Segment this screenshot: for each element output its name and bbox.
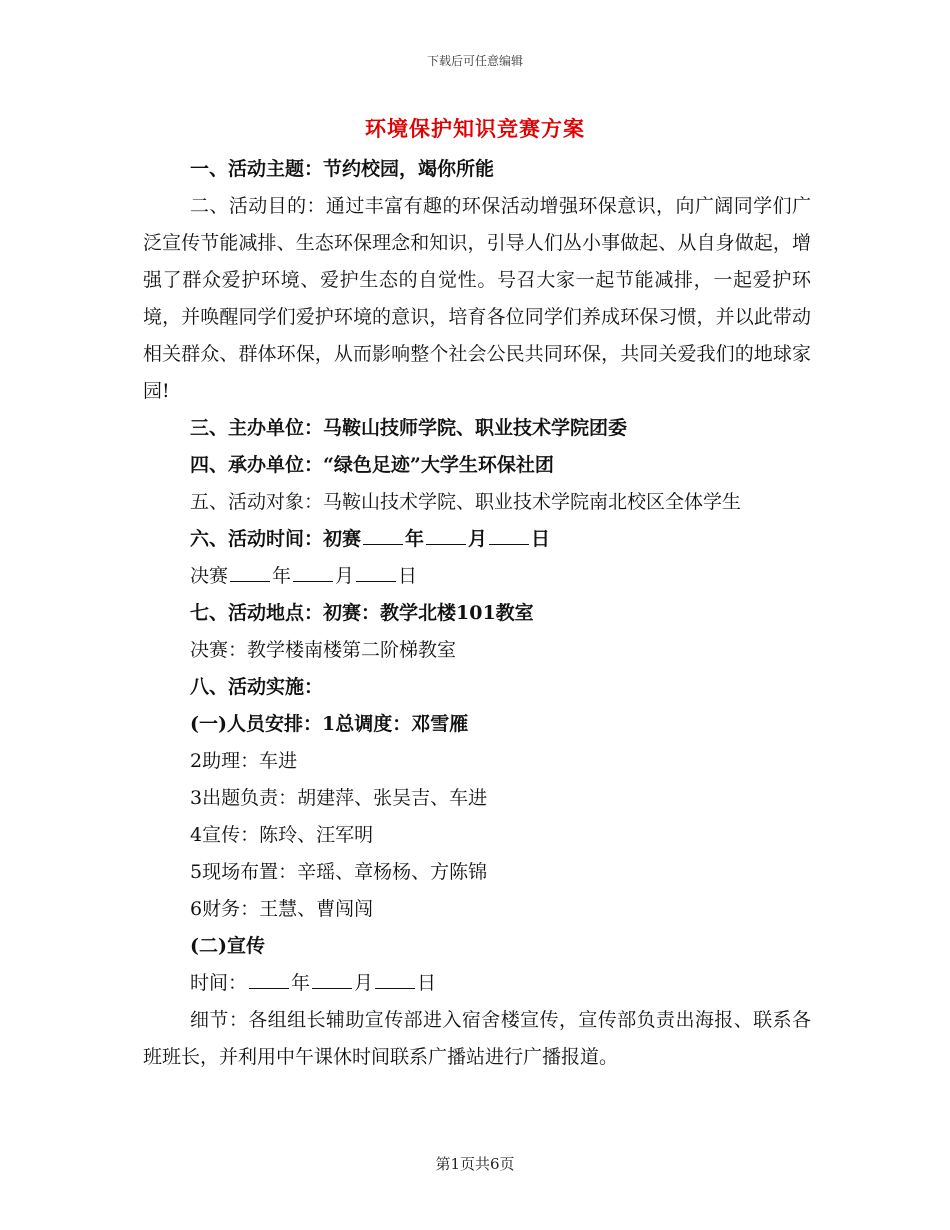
time-label: 六、活动时间：初赛 [190, 528, 362, 550]
blank-line [426, 543, 466, 545]
section-host: 三、主办单位：马鞍山技师学院、职业技术学院团委 [190, 417, 628, 439]
year-label: 年 [291, 972, 311, 994]
final-time [143, 558, 811, 595]
blank-line [230, 580, 270, 582]
section-target: 五、活动对象：马鞍山技术学院、职业技术学院南北校区全体学生 [190, 491, 742, 513]
final-time-label: 决赛 [190, 565, 229, 587]
day-label: 日 [417, 972, 437, 994]
blank-line [293, 580, 333, 582]
section-venue-prelim: 七、活动地点：初赛：教学北楼101教室 [190, 602, 534, 624]
section-implementation-heading: 八、活动实施： [190, 676, 324, 698]
blank-line [375, 987, 415, 989]
staff-item: 6财务：王慧、曹闯闯 [190, 898, 374, 920]
page-footer: 第1页共6页 [435, 1155, 515, 1173]
section-organizer: 四、承办单位：“绿色足迹”大学生环保社团 [190, 454, 554, 476]
section-purpose: 二、活动目的：通过丰富有趣的环保活动增强环保意识，向广阔同学们广泛宣传节能减排、生态环保理念和知识，引导人们丛小事做起、从自身做起，增强了群众爱护环境、爱护生态的自觉性。号召大家一起节能减排，一起爱护环境，并唤醒同学们爱护环境的意识，培育各位同学们养成环保习惯，并以此带动相关群众、群体环保，从而影响整个社会公民共同环保，共同关爱我们的地球家园! [143, 195, 811, 402]
month-label: 月 [468, 528, 488, 550]
blank-line [489, 543, 529, 545]
staff-item: 2助理：车进 [190, 750, 298, 772]
promo-time [143, 965, 811, 1002]
section-venue-final: 决赛：教学楼南楼第二阶梯教室 [190, 639, 457, 661]
document-body [143, 151, 811, 1076]
blank-line [363, 543, 403, 545]
day-label: 日 [531, 528, 551, 550]
section-theme: 一、活动主题：节约校园，竭你所能 [190, 158, 495, 180]
page-header: 下载后可任意编辑 [426, 54, 523, 68]
promo-heading: (二)宣传 [190, 935, 265, 957]
section-time [143, 521, 811, 558]
month-label: 月 [335, 565, 355, 587]
staff-item: 5现场布置：辛瑶、章杨杨、方陈锦 [190, 861, 488, 883]
staff-item: 3出题负责：胡建萍、张吴吉、车进 [190, 787, 488, 809]
staff-item: 4宣传：陈玲、汪军明 [190, 824, 374, 846]
staff-heading: (一)人员安排：1总调度：邓雪雁 [190, 713, 469, 735]
blank-line [356, 580, 396, 582]
document-title: 环境保护知识竞赛方案 [365, 116, 585, 141]
blank-line [249, 987, 289, 989]
year-label: 年 [405, 528, 425, 550]
promo-detail: 细节：各组组长辅助宣传部进入宿舍楼宣传，宣传部负责出海报、联系各班班长，并利用中午课休时间联系广播站进行广播报道。 [143, 1009, 811, 1068]
promo-time-label: 时间： [190, 972, 248, 994]
day-label: 日 [398, 565, 418, 587]
year-label: 年 [272, 565, 292, 587]
month-label: 月 [354, 972, 374, 994]
blank-line [312, 987, 352, 989]
